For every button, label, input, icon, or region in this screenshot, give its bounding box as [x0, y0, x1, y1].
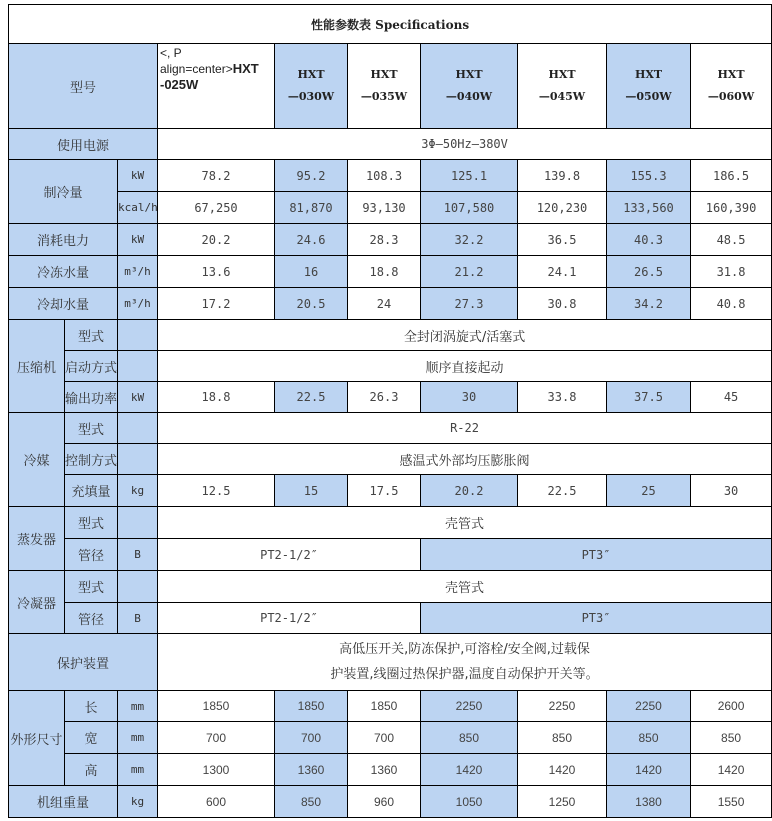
unit-cell: mm	[118, 754, 158, 786]
unit-cell: mm	[118, 691, 158, 722]
value-cell: 48.5	[691, 224, 772, 256]
value-cell: 21.2	[421, 256, 518, 288]
condenser-type-label: 型式	[65, 571, 118, 603]
value-cell: 32.2	[421, 224, 518, 256]
compressor-type-row	[9, 320, 772, 351]
unit-cell: kg	[118, 786, 158, 818]
value-cell: 27.3	[421, 288, 518, 320]
unit-cell: kW	[118, 382, 158, 413]
value-cell: 108.3	[348, 160, 421, 192]
model-cell-1	[158, 44, 275, 129]
compressor-type-value: 全封闭涡旋式/活塞式	[158, 320, 772, 351]
value-cell: 30.8	[518, 288, 607, 320]
model-1-name: HXT -025W	[160, 61, 259, 92]
value-cell: 26.3	[348, 382, 421, 413]
value-cell: 40.8	[691, 288, 772, 320]
value-cell: 34.2	[607, 288, 691, 320]
model-cell-3: HXT —035W	[348, 44, 421, 129]
cooling-water-label: 冷却水量	[9, 288, 118, 320]
value-cell: 125.1	[421, 160, 518, 192]
value-cell: 37.5	[607, 382, 691, 413]
condenser-pipe-label: 管径	[65, 603, 118, 634]
value-cell: 160,390	[691, 192, 772, 224]
evaporator-pipe-row	[9, 539, 772, 571]
condenser-type-row	[9, 571, 772, 603]
cooling-kcal-row	[9, 192, 772, 224]
value-cell: 850	[518, 722, 607, 754]
value-cell: 960	[348, 786, 421, 818]
value-cell: 1360	[348, 754, 421, 786]
empty-unit-cell	[118, 571, 158, 603]
refrigerant-type-value: R-22	[158, 413, 772, 444]
model-cell-5: HXT —045W	[518, 44, 607, 129]
value-cell: 186.5	[691, 160, 772, 192]
value-cell: 26.5	[607, 256, 691, 288]
unit-cell: B	[118, 603, 158, 634]
evaporator-pipe-large: PT3″	[421, 539, 772, 571]
weight-label: 机组重量	[9, 786, 118, 818]
model-row	[9, 44, 772, 129]
protection-value: 高低压开关,防冻保护,可溶栓/安全阀,过载保 护装置,线圈过热保护器,温度自动保护开关等。	[158, 634, 772, 691]
value-cell: 850	[275, 786, 348, 818]
cooling-water-row	[9, 288, 772, 320]
length-label: 长	[65, 691, 118, 722]
value-cell: 24	[348, 288, 421, 320]
value-cell: 20.2	[421, 475, 518, 507]
value-cell: 700	[348, 722, 421, 754]
model-1-prefix: <, P align=center>	[160, 46, 233, 76]
value-cell: 78.2	[158, 160, 275, 192]
unit-cell: kcal/h	[118, 192, 158, 224]
chilled-water-label: 冷冻水量	[9, 256, 118, 288]
model-cell-7: HXT —060W	[691, 44, 772, 129]
refrigerant-charge-label: 充填量	[65, 475, 118, 507]
cooling-kw-row	[9, 160, 772, 192]
evaporator-type-label: 型式	[65, 507, 118, 539]
width-row	[9, 722, 772, 754]
evaporator-pipe-small: PT2-1/2″	[158, 539, 421, 571]
value-cell: 1420	[607, 754, 691, 786]
value-cell: 18.8	[348, 256, 421, 288]
value-cell: 16	[275, 256, 348, 288]
model-cell-2: HXT —030W	[275, 44, 348, 129]
value-cell: 31.8	[691, 256, 772, 288]
value-cell: 33.8	[518, 382, 607, 413]
value-cell: 2250	[607, 691, 691, 722]
value-cell: 139.8	[518, 160, 607, 192]
height-row	[9, 754, 772, 786]
value-cell: 155.3	[607, 160, 691, 192]
value-cell: 13.6	[158, 256, 275, 288]
value-cell: 133,560	[607, 192, 691, 224]
value-cell: 17.5	[348, 475, 421, 507]
value-cell: 45	[691, 382, 772, 413]
value-cell: 1250	[518, 786, 607, 818]
value-cell: 24.6	[275, 224, 348, 256]
width-label: 宽	[65, 722, 118, 754]
weight-row	[9, 786, 772, 818]
value-cell: 120,230	[518, 192, 607, 224]
empty-unit-cell	[118, 351, 158, 382]
protection-row	[9, 634, 772, 691]
value-cell: 25	[607, 475, 691, 507]
power-supply-row	[9, 129, 772, 160]
value-cell: 107,580	[421, 192, 518, 224]
evaporator-pipe-label: 管径	[65, 539, 118, 571]
evaporator-label: 蒸发器	[9, 507, 65, 571]
compressor-type-label: 型式	[65, 320, 118, 351]
value-cell: 1850	[158, 691, 275, 722]
compressor-start-value: 顺序直接起动	[158, 351, 772, 382]
value-cell: 81,870	[275, 192, 348, 224]
refrigerant-control-label: 控制方式	[65, 444, 118, 475]
value-cell: 17.2	[158, 288, 275, 320]
value-cell: 1050	[421, 786, 518, 818]
unit-cell: B	[118, 539, 158, 571]
unit-cell: kW	[118, 224, 158, 256]
refrigerant-type-row	[9, 413, 772, 444]
compressor-output-row	[9, 382, 772, 413]
value-cell: 1300	[158, 754, 275, 786]
value-cell: 850	[421, 722, 518, 754]
model-cell-6: HXT —050W	[607, 44, 691, 129]
value-cell: 700	[158, 722, 275, 754]
value-cell: 1850	[275, 691, 348, 722]
compressor-output-label: 输出功率	[65, 382, 118, 413]
value-cell: 20.5	[275, 288, 348, 320]
model-cell-4: HXT —040W	[421, 44, 518, 129]
unit-cell: m³/h	[118, 256, 158, 288]
refrigerant-label: 冷媒	[9, 413, 65, 507]
value-cell: 22.5	[518, 475, 607, 507]
value-cell: 600	[158, 786, 275, 818]
value-cell: 1420	[518, 754, 607, 786]
refrigerant-control-row	[9, 444, 772, 475]
value-cell: 700	[275, 722, 348, 754]
power-consumption-label: 消耗电力	[9, 224, 118, 256]
value-cell: 850	[607, 722, 691, 754]
value-cell: 36.5	[518, 224, 607, 256]
condenser-pipe-large: PT3″	[421, 603, 772, 634]
value-cell: 15	[275, 475, 348, 507]
power-supply-value: 3Φ—50Hz—380V	[158, 129, 772, 160]
refrigerant-type-label: 型式	[65, 413, 118, 444]
power-supply-label: 使用电源	[9, 129, 158, 160]
value-cell: 1850	[348, 691, 421, 722]
unit-cell: kW	[118, 160, 158, 192]
evaporator-type-value: 壳管式	[158, 507, 772, 539]
compressor-start-row	[9, 351, 772, 382]
value-cell: 30	[421, 382, 518, 413]
compressor-label: 压缩机	[9, 320, 65, 413]
table-title: 性能参数表 Specifications	[9, 5, 772, 44]
value-cell: 1420	[421, 754, 518, 786]
protection-label: 保护装置	[9, 634, 158, 691]
value-cell: 1380	[607, 786, 691, 818]
compressor-start-label: 启动方式	[65, 351, 118, 382]
value-cell: 95.2	[275, 160, 348, 192]
value-cell: 93,130	[348, 192, 421, 224]
condenser-label: 冷凝器	[9, 571, 65, 634]
value-cell: 850	[691, 722, 772, 754]
value-cell: 2600	[691, 691, 772, 722]
value-cell: 1550	[691, 786, 772, 818]
cooling-capacity-label: 制冷量	[9, 160, 118, 224]
value-cell: 30	[691, 475, 772, 507]
value-cell: 28.3	[348, 224, 421, 256]
unit-cell: kg	[118, 475, 158, 507]
condenser-pipe-small: PT2-1/2″	[158, 603, 421, 634]
empty-unit-cell	[118, 413, 158, 444]
value-cell: 20.2	[158, 224, 275, 256]
value-cell: 12.5	[158, 475, 275, 507]
unit-cell: m³/h	[118, 288, 158, 320]
value-cell: 1420	[691, 754, 772, 786]
value-cell: 18.8	[158, 382, 275, 413]
value-cell: 24.1	[518, 256, 607, 288]
value-cell: 67,250	[158, 192, 275, 224]
value-cell: 1360	[275, 754, 348, 786]
model-label: 型号	[9, 44, 158, 129]
height-label: 高	[65, 754, 118, 786]
empty-unit-cell	[118, 320, 158, 351]
length-row	[9, 691, 772, 722]
empty-unit-cell	[118, 507, 158, 539]
chilled-water-row	[9, 256, 772, 288]
refrigerant-charge-row	[9, 475, 772, 507]
empty-unit-cell	[118, 444, 158, 475]
unit-cell: mm	[118, 722, 158, 754]
condenser-pipe-row	[9, 603, 772, 634]
dimensions-label: 外形尺寸	[9, 691, 65, 786]
evaporator-type-row	[9, 507, 772, 539]
power-consumption-row	[9, 224, 772, 256]
value-cell: 2250	[518, 691, 607, 722]
refrigerant-control-value: 感温式外部均压膨胀阀	[158, 444, 772, 475]
condenser-type-value: 壳管式	[158, 571, 772, 603]
value-cell: 40.3	[607, 224, 691, 256]
specifications-table	[8, 4, 772, 818]
value-cell: 2250	[421, 691, 518, 722]
value-cell: 22.5	[275, 382, 348, 413]
